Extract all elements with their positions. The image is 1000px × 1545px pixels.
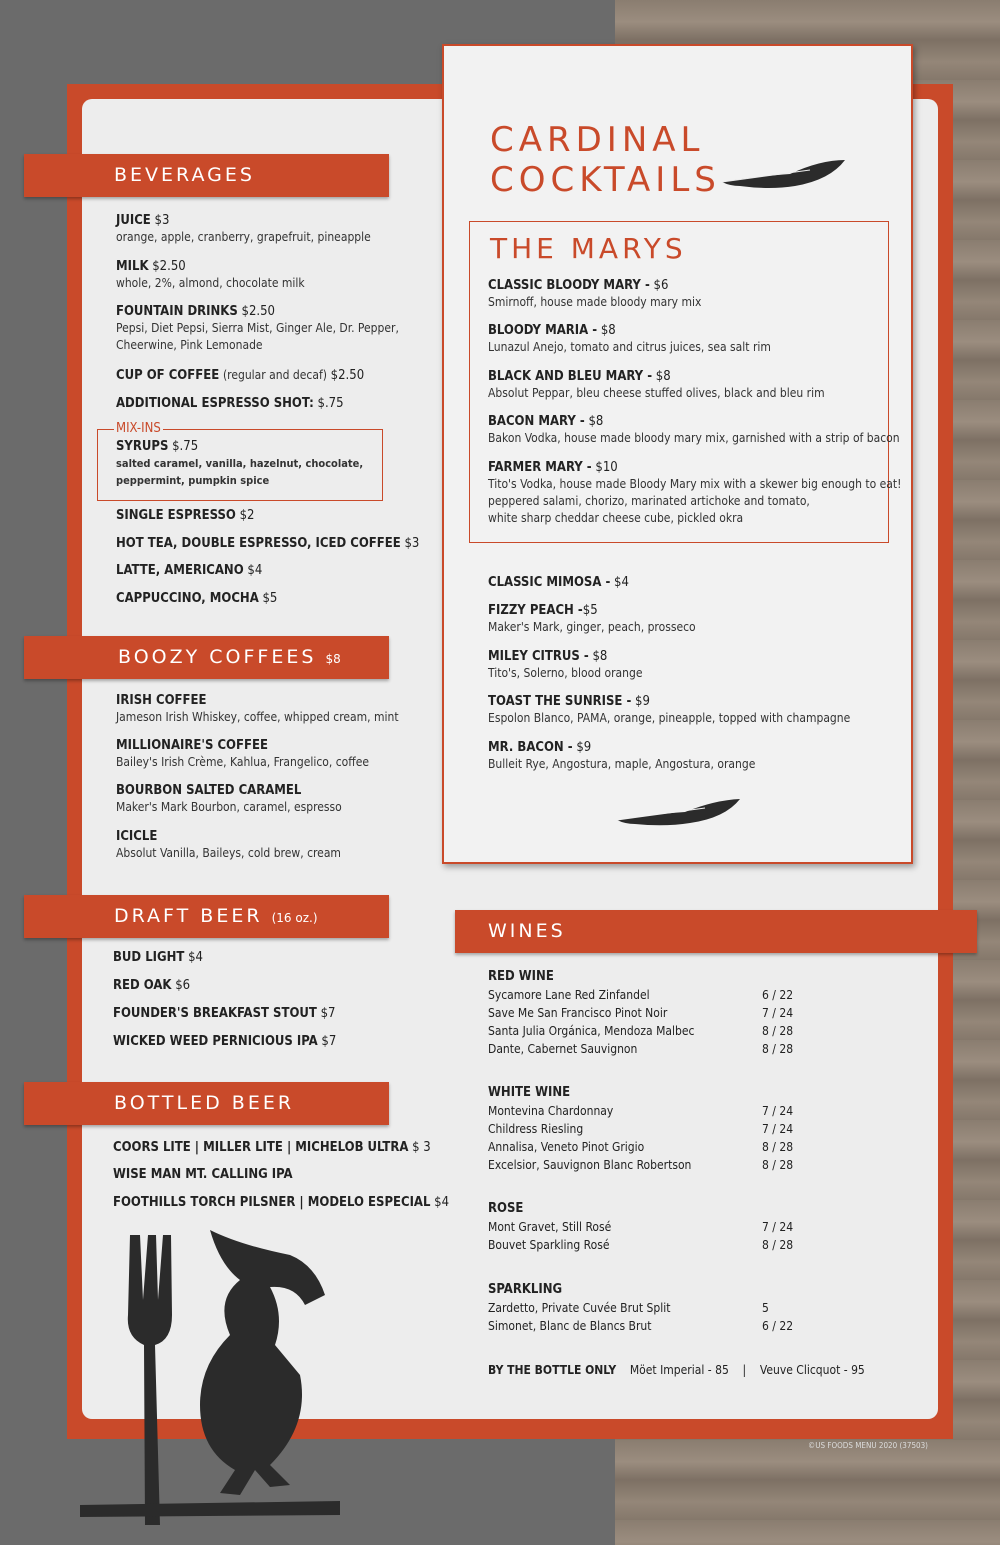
wines-banner bbox=[455, 910, 977, 953]
bottled-beer-banner bbox=[24, 1082, 389, 1125]
draft-beer-title: DRAFT BEER bbox=[114, 905, 263, 927]
cardinal-fork-logo bbox=[40, 1225, 370, 1525]
menu-item-espresso-shot: ADDITIONAL ESPRESSO SHOT: $.75 bbox=[116, 396, 344, 411]
bottled-beer-title: BOTTLED BEER bbox=[114, 1092, 295, 1114]
feather-icon bbox=[720, 156, 850, 196]
cocktail-mr-bacon: MR. BACON - $9 Bulleit Rye, Angostura, maple, Angostura, orange bbox=[488, 740, 756, 771]
menu-item-fountain: FOUNTAIN DRINKS $2.50 Pepsi, Diet Pepsi, Sierra Mist, Ginger Ale, Dr. Pepper, Cheerwine, Pink Lemonade bbox=[116, 304, 399, 352]
menu-item-bourbon-salted-caramel: BOURBON SALTED CARAMEL Maker's Mark Bourbon, caramel, espresso bbox=[116, 783, 342, 814]
menu-item-coors: COORS LITE | MILLER LITE | MICHELOB ULTRA $ 3 bbox=[113, 1140, 431, 1155]
wine-bottle-only: BY THE BOTTLE ONLY Möet Imperial - 85 | Veuve Clicquot - 95 bbox=[488, 1363, 865, 1377]
wines-title: WINES bbox=[488, 920, 566, 942]
cocktail-farmer-mary: FARMER MARY - $10 Tito's Vodka, house made Bloody Mary mix with a skewer big enough to eat! peppered salami, chorizo, marinated artichoke and tomato, white sharp cheddar cheese cube, pickled okra bbox=[488, 460, 902, 525]
menu-item-foothills: FOOTHILLS TORCH PILSNER | MODELO ESPECIAL $4 bbox=[113, 1195, 450, 1210]
cocktail-toast-the-sunrise: TOAST THE SUNRISE - $9 Espolon Blanco, PAMA, orange, pineapple, topped with champagne bbox=[488, 694, 851, 725]
marys-title: THE MARYS bbox=[490, 232, 687, 265]
menu-item-wicked-weed: WICKED WEED PERNICIOUS IPA $7 bbox=[113, 1034, 337, 1049]
beverages-title: BEVERAGES bbox=[114, 164, 255, 186]
cocktail-bloody-maria: BLOODY MARIA - $8 Lunazul Anejo, tomato and citrus juices, sea salt rim bbox=[488, 323, 771, 354]
wine-sparkling-section: SPARKLING Zardetto, Private Cuvée Brut Split 5 Simonet, Blanc de Blancs Brut 6 / 22 bbox=[488, 1282, 794, 1333]
menu-item-single-espresso: SINGLE ESPRESSO $2 bbox=[116, 508, 255, 523]
wine-red-section: RED WINE Sycamore Lane Red Zinfandel 6 / 22 Save Me San Francisco Pinot Noir 7 / 24 Santa Julia Orgánica, Mendoza Malbec 8 / 28 Dante, Cabernet Sauvignon 8 / 28 bbox=[488, 969, 794, 1056]
cocktail-miley-citrus: MILEY CITRUS - $8 Tito's, Solerno, blood orange bbox=[488, 649, 643, 680]
boozy-coffees-price: $8 bbox=[325, 652, 341, 666]
menu-item-red-oak: RED OAK $6 bbox=[113, 978, 191, 993]
cocktails-title: CARDINAL COCKTAILS bbox=[490, 120, 721, 200]
menu-item-hot-tea: HOT TEA, DOUBLE ESPRESSO, ICED COFFEE $3 bbox=[116, 536, 420, 551]
mixins-label: MIX-INS bbox=[116, 421, 161, 436]
feather-icon bbox=[615, 796, 745, 832]
menu-item-irish-coffee: IRISH COFFEE Jameson Irish Whiskey, coffee, whipped cream, mint bbox=[116, 693, 399, 724]
cocktail-bacon-mary: BACON MARY - $8 Bakon Vodka, house made bloody mary mix, garnished with a strip of bacon bbox=[488, 414, 900, 445]
boozy-coffees-title: BOOZY COFFEES bbox=[118, 646, 317, 668]
menu-item-cappuccino: CAPPUCCINO, MOCHA $5 bbox=[116, 591, 278, 606]
beverages-banner bbox=[24, 154, 389, 197]
cocktail-black-bleu-mary: BLACK AND BLEU MARY - $8 Absolut Peppar, bleu cheese stuffed olives, black and bleu rim bbox=[488, 369, 825, 400]
menu-item-bud-light: BUD LIGHT $4 bbox=[113, 950, 203, 965]
menu-item-coffee: CUP OF COFFEE (regular and decaf) $2.50 bbox=[116, 368, 365, 383]
copyright: ©US FOODS MENU 2020 (37503) bbox=[808, 1441, 928, 1450]
cocktail-classic-mimosa: CLASSIC MIMOSA - $4 bbox=[488, 575, 629, 590]
menu-item-wise-man: WISE MAN MT. CALLING IPA bbox=[113, 1167, 293, 1182]
menu-item-syrups: SYRUPS $.75 salted caramel, vanilla, hazelnut, chocolate, peppermint, pumpkin spice bbox=[116, 439, 364, 487]
cocktail-fizzy-peach: FIZZY PEACH -$5 Maker's Mark, ginger, peach, prosseco bbox=[488, 603, 696, 634]
menu-item-icicle: ICICLE Absolut Vanilla, Baileys, cold brew, cream bbox=[116, 829, 341, 860]
boozy-coffees-banner bbox=[24, 636, 389, 679]
wine-rose-section: ROSE Mont Gravet, Still Rosé 7 / 24 Bouvet Sparkling Rosé 8 / 28 bbox=[488, 1201, 794, 1252]
menu-item-founders-stout: FOUNDER'S BREAKFAST STOUT $7 bbox=[113, 1006, 336, 1021]
menu-item-milk: MILK $2.50 whole, 2%, almond, chocolate milk bbox=[116, 259, 305, 290]
wine-white-section: WHITE WINE Montevina Chardonnay 7 / 24 Childress Riesling 7 / 24 Annalisa, Veneto Pinot Grigio 8 / 28 Excelsior, Sauvignon Blanc Robertson 8 / 28 bbox=[488, 1085, 794, 1172]
menu-item-latte: LATTE, AMERICANO $4 bbox=[116, 563, 263, 578]
menu-item-juice: JUICE $3 orange, apple, cranberry, grapefruit, pineapple bbox=[116, 213, 371, 244]
cocktail-classic-bloody-mary: CLASSIC BLOODY MARY - $6 Smirnoff, house made bloody mary mix bbox=[488, 278, 702, 309]
draft-beer-banner bbox=[24, 895, 389, 938]
menu-item-millionaires-coffee: MILLIONAIRE'S COFFEE Bailey's Irish Crème, Kahlua, Frangelico, coffee bbox=[116, 738, 369, 769]
draft-beer-size: (16 oz.) bbox=[271, 911, 318, 925]
